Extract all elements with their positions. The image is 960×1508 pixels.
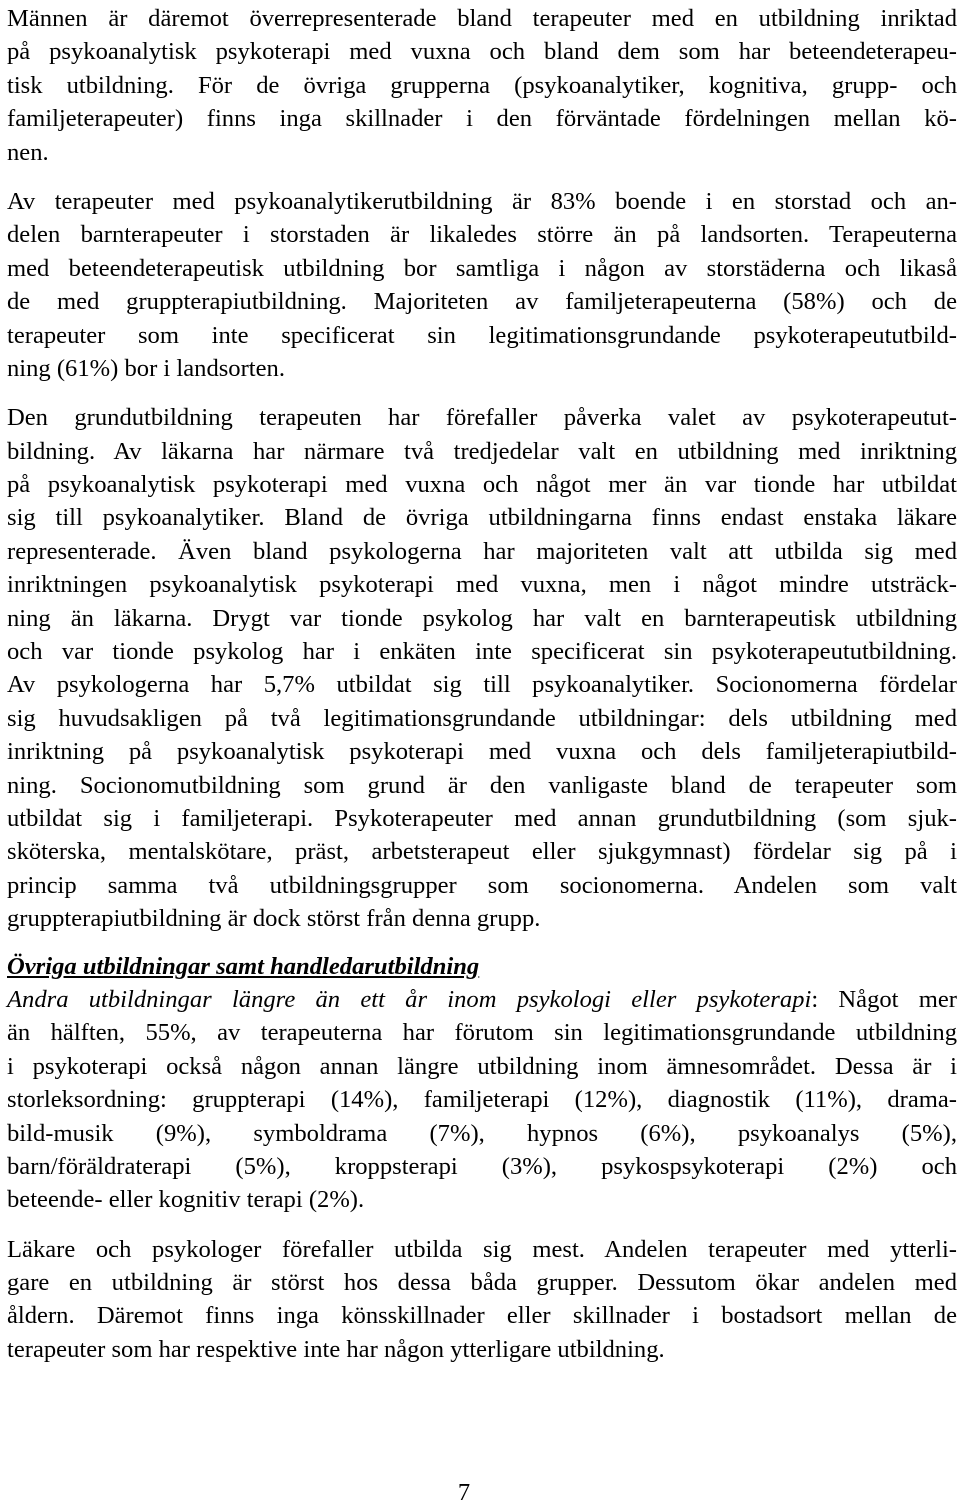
text-line: sköterska, mentalskötare, präst, arbetsterapeut eller sjukgymnast) fördelar sig på i	[7, 838, 957, 866]
text-line: terapeuter som inte specificerat sin legitimationsgrundande psykoterapeututbild-	[7, 321, 957, 349]
text-line: i psykoterapi också någon annan längre utbildning inom ämnesområdet. Dessa är i	[7, 1052, 957, 1080]
text-line: utbildat sig i familjeterapi. Psykoterapeuter med annan grundutbildning (som sjuk-	[7, 804, 957, 832]
text-line: bildning. Av läkarna har närmare två tredjedelar valt en utbildning med inriktning	[7, 437, 957, 465]
text-line: Av psykologerna har 5,7% utbildat sig till psykoanalytiker. Socionomerna fördelar	[7, 671, 957, 699]
paragraph-gap	[7, 169, 957, 185]
text-line: tisk utbildning. För de övriga grupperna (psykoanalytiker, kognitiva, grupp- och	[7, 71, 957, 99]
italic-lead-text: Andra utbildningar längre än ett år inom psykologi eller psykoterapi	[7, 985, 812, 1013]
text-line: gare en utbildning är störst hos dessa båda grupper. Dessutom ökar andelen med	[7, 1269, 957, 1297]
document-page	[7, 0, 957, 1366]
text-line: ning (61%) bor i landsorten.	[7, 354, 285, 382]
section-heading: Övriga utbildningar samt handledarutbildning	[7, 952, 480, 980]
text-line: familjeterapeuter) finns inga skillnader i den förväntade fördelningen mellan kö-	[7, 105, 957, 133]
text-line: inriktning på psykoanalytisk psykoterapi med vuxna och dels familjeterapiutbild-	[7, 738, 957, 766]
paragraph-gap	[7, 1217, 957, 1233]
paragraph-doctors-psychologists	[7, 1233, 957, 1367]
text-line: nen.	[7, 138, 49, 166]
text-line	[7, 983, 957, 1016]
text-line: än hälften, 55%, av terapeuterna har förutom sin legitimationsgrundande utbildning	[7, 1019, 957, 1047]
text-line: på psykoanalytisk psykoterapi med vuxna och bland dem som har beteendeterapeu-	[7, 38, 957, 66]
text-line: Den grundutbildning terapeuten har förefaller påverka valet av psykoterapeutut-	[7, 404, 957, 432]
text-line: representerade. Även bland psykologerna har majoriteten valt att utbilda sig med	[7, 537, 957, 565]
paragraph-basic-education	[7, 401, 957, 935]
lead-continuation-text: : Något mer	[811, 985, 957, 1013]
text-line: Männen är däremot överrepresenterade bland terapeuter med en utbildning inriktad	[7, 5, 957, 32]
text-line: sig huvudsakligen på två legitimationsgrundande utbildningar: dels utbildning med	[7, 704, 957, 732]
text-line: på psykoanalytisk psykoterapi med vuxna och något mer än var tionde har utbildat	[7, 471, 957, 499]
text-line: och var tionde psykolog har i enkäten inte specificerat sin psykoterapeututbildning.	[7, 638, 957, 666]
text-line: princip samma två utbildningsgrupper som socionomerna. Andelen som valt	[7, 871, 957, 899]
text-line: gruppterapiutbildning är dock störst från denna grupp.	[7, 905, 541, 933]
paragraph-other-educations	[7, 983, 957, 1217]
text-line: inriktningen psykoanalytisk psykoterapi med vuxna, men i något mindre utsträck-	[7, 571, 957, 599]
text-line: delen barnterapeuter i storstaden är likaledes större än på landsorten. Terapeuterna	[7, 221, 957, 249]
paragraph-residence	[7, 185, 957, 385]
text-line: storleksordning: gruppterapi (14%), familjeterapi (12%), diagnostik (11%), drama-	[7, 1086, 957, 1114]
text-line: de med gruppterapiutbildning. Majoriteten av familjeterapeuterna (58%) och de	[7, 288, 957, 316]
text-line: ning. Socionomutbildning som grund är den vanligaste bland de terapeuter som	[7, 771, 957, 799]
text-line: ning än läkarna. Drygt var tionde psykolog har valt en barnterapeutisk utbildning	[7, 604, 957, 632]
text-line: Av terapeuter med psykoanalytikerutbildning är 83% boende i en storstad och an-	[7, 187, 957, 215]
text-line: sig till psykoanalytiker. Bland de övriga utbildningarna finns endast enstaka läkare	[7, 504, 957, 532]
text-line: beteende- eller kognitiv terapi (2%).	[7, 1186, 365, 1214]
text-line: barn/föräldraterapi (5%), kroppsterapi (3%), psykospsykoterapi (2%) och	[7, 1152, 957, 1180]
page-number: 7	[457, 1479, 471, 1506]
text-line: Läkare och psykologer förefaller utbilda sig mest. Andelen terapeuter med ytterli-	[7, 1235, 957, 1263]
text-line: bild-musik (9%), symboldrama (7%), hypnos (6%), psykoanalys (5%),	[7, 1119, 957, 1147]
text-line: med beteendeterapeutisk utbildning bor samtliga i någon av storstäderna och likaså	[7, 254, 957, 282]
paragraph-gender-distribution	[7, 2, 957, 169]
paragraph-gap	[7, 385, 957, 401]
text-line: terapeuter som har respektive inte har någon ytterligare utbildning.	[7, 1335, 665, 1363]
text-line: åldern. Däremot finns inga könsskillnader eller skillnader i bostadsort mellan de	[7, 1302, 957, 1330]
